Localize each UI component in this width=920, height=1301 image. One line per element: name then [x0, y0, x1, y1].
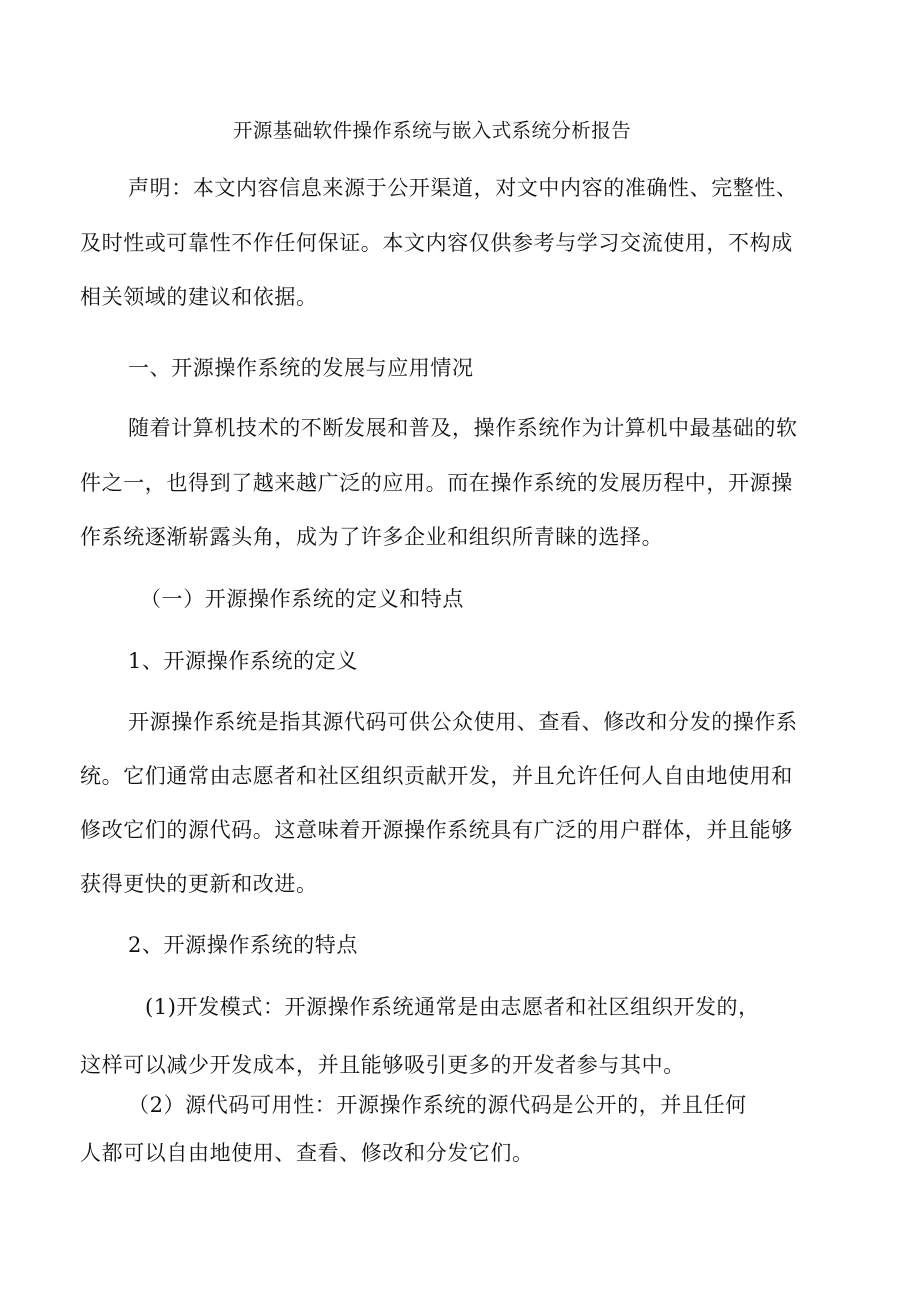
subsection-heading: （一）开源操作系统的定义和特点	[140, 587, 464, 611]
paragraph-line: 作系统逐渐崭露头角，成为了许多企业和组织所青睐的选择。	[80, 525, 664, 549]
feature-line: (1)开发模式：开源操作系统通常是由志愿者和社区组织开发的，	[145, 995, 760, 1019]
feature-line: 这样可以减少开发成本，并且能够吸引更多的开发者参与其中。	[80, 1053, 685, 1077]
paragraph-line: 件之一，也得到了越来越广泛的应用。而在操作系统的发展历程中，开源操	[80, 471, 793, 495]
paragraph-line: 修改它们的源代码。这意味着开源操作系统具有广泛的用户群体，并且能够	[80, 818, 793, 842]
section-heading: 一、开源操作系统的发展与应用情况	[128, 356, 474, 380]
disclaimer-line: 声明：本文内容信息来源于公开渠道，对文中内容的准确性、完整性、	[128, 176, 798, 200]
paragraph-line: 获得更快的更新和改进。	[80, 872, 318, 896]
paragraph-line: 开源操作系统是指其源代码可供公众使用、查看、修改和分发的操作系	[128, 710, 798, 734]
features-heading: 2、开源操作系统的特点	[128, 933, 358, 957]
feature-line: （2）源代码可用性：开源操作系统的源代码是公开的，并且任何	[128, 1093, 747, 1117]
paragraph-line: 随着计算机技术的不断发展和普及，操作系统作为计算机中最基础的软	[128, 416, 798, 440]
feature-line: 人都可以自由地使用、查看、修改和分发它们。	[80, 1141, 534, 1165]
paragraph-line: 统。它们通常由志愿者和社区组织贡献开发，并且允许任何人自由地使用和	[80, 764, 793, 788]
disclaimer-line: 相关领域的建议和依据。	[80, 285, 318, 309]
document-title: 开源基础软件操作系统与嵌入式系统分析报告	[233, 119, 632, 142]
disclaimer-line: 及时性或可靠性不作任何保证。本文内容仅供参考与学习交流使用，不构成	[80, 231, 793, 255]
definition-heading: 1、开源操作系统的定义	[128, 649, 358, 673]
